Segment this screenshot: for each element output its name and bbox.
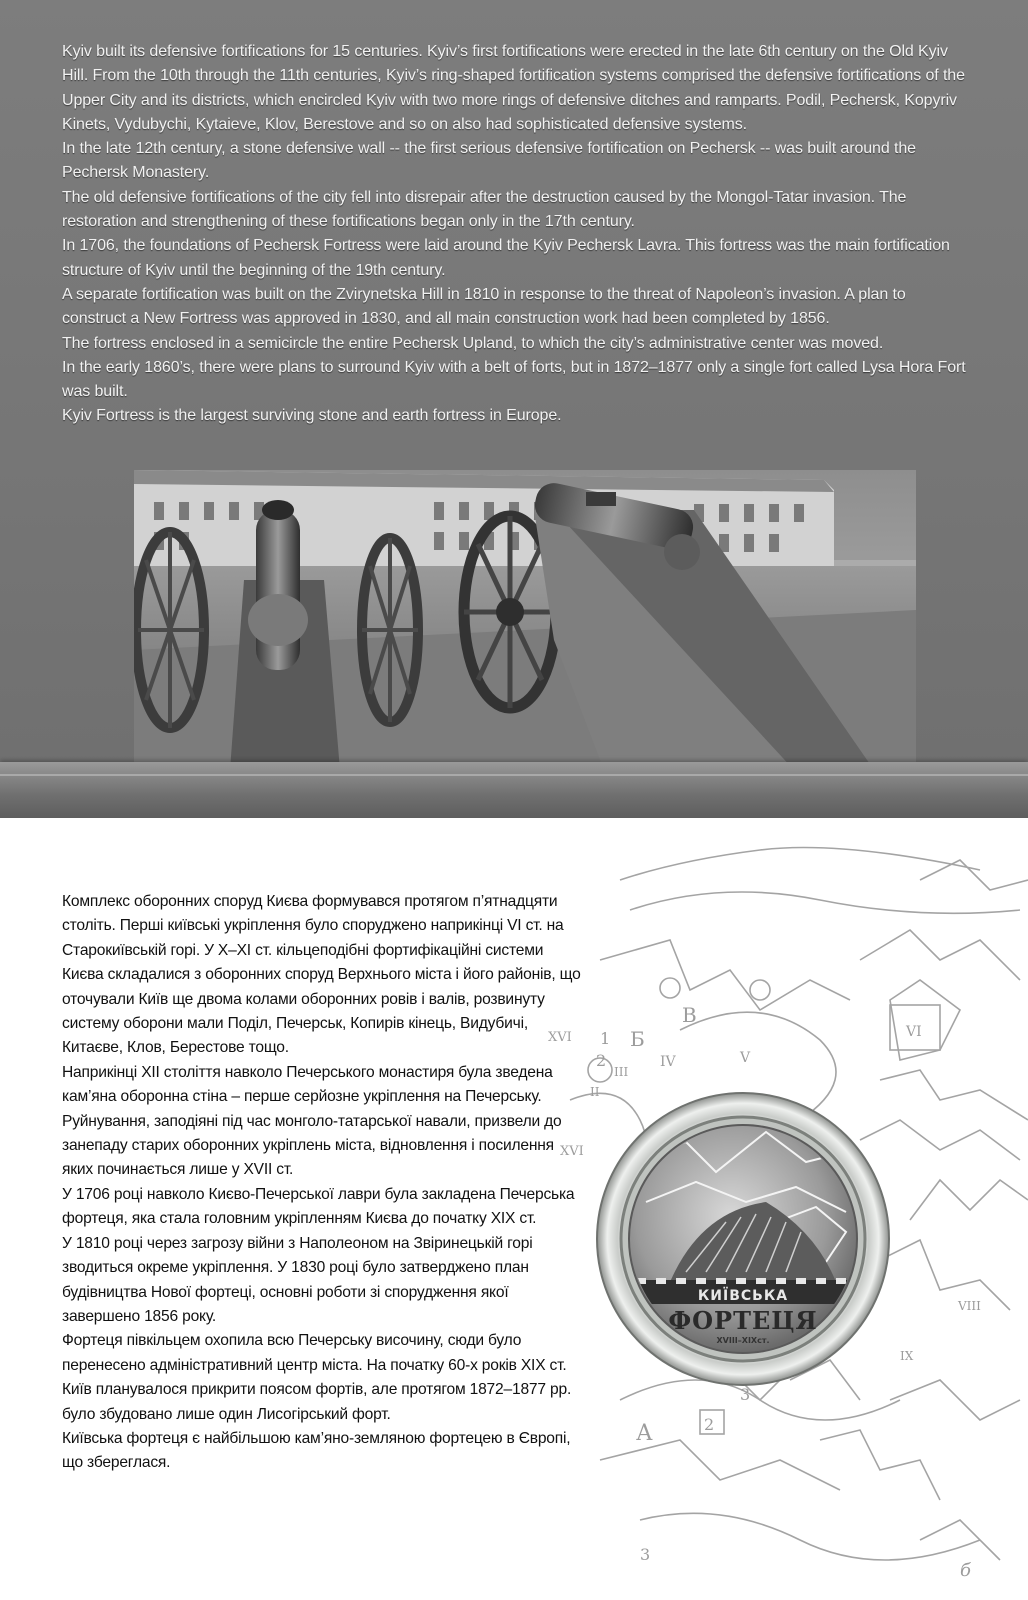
map-label: V — [740, 1050, 751, 1066]
ukrainian-paragraph: Фортеця півкільцем охопила всю Печерську височину, сюди було перенесено адміністративний центр міста. На початку 60-х років XIX ст. Київ планувалося прикрити поясом фортів, але протягом 1872–1877 рр. було збудовано лише один Лисогірський форт. — [62, 1332, 572, 1423]
english-paragraph: Kyiv Fortress is the largest surviving stone and earth fortress in Europe. — [62, 407, 562, 425]
map-label: IV — [660, 1054, 676, 1070]
divider-line — [0, 774, 1028, 776]
map-label: 2 — [704, 1415, 715, 1434]
english-text-block — [62, 40, 967, 429]
map-label: 3 — [740, 1385, 751, 1404]
map-label: XVI — [560, 1144, 584, 1159]
ukrainian-paragraph: Руйнування, заподіяні під час монголо-татарської навали, призвели до занепаду старих оборонних укріплень міста, відновлення і посилення яких починається лише у XVII ст. — [62, 1112, 562, 1179]
english-paragraph: In the late 12th century, a stone defensive wall -- the first serious defensive fortification on Pechersk -- was built around the Pechersk Monastery. — [62, 140, 916, 182]
coin-inscription-main: ФОРТЕЦЯ — [668, 1306, 818, 1335]
coin-inscription-top: КИЇВСЬКА — [697, 1288, 789, 1304]
english-paragraph: In 1706, the foundations of Pechersk Fortress were laid around the Kyiv Pechersk Lavra. This fortress was the main fortification structure of Kyiv until the beginning of the 19th century. — [62, 237, 950, 279]
map-label: VI — [906, 1024, 922, 1040]
commemorative-coin — [596, 1092, 890, 1386]
ukrainian-text-block — [62, 890, 582, 1476]
map-label: В — [682, 1003, 697, 1027]
map-label: 2 — [596, 1051, 607, 1070]
map-label: 3 — [640, 1545, 651, 1564]
ukrainian-paragraph: Київська фортеця є найбільшою кам’яно-земляною фортецею в Європі, що збереглася. — [62, 1429, 571, 1472]
english-paragraph: Kyiv built its defensive fortifications for 15 centuries. Kyiv’s first fortifications were erected in the late 6th century on the Old Kyiv Hill. From the 10th through the 11th centuries, Kyiv’s ring-shaped fortification systems comprised the defensive fortifications of the Upper City and its districts, which encircled Kyiv with two more rings of defensive ditches and ramparts. Podil, Pechersk, Kopyriv Kinets, Vydubychi, Kytaieve, Klov, Berestove and so on also had sophisticated defensive systems. — [62, 43, 965, 133]
ukrainian-paragraph: Комплекс оборонних споруд Києва формувався протягом п’ятнадцяти століть. Перші київські укріплення було споруджено наприкінці VI ст. на Старокиївській горі. У X–XI ст. кільцеподібні фортифікаційні системи Києва складалися з оборонних споруд Верхнього міста і його районів, що оточували Київ ще двома колами оборонних ровів і валів, розвинуту систему оборони мали Поділ, Печерськ, Копирів кінець, Видубичі, Китаєве, Клов, Берестове тощо. — [62, 893, 581, 1057]
english-paragraph: A separate fortification was built on the Zvirynetska Hill in 1810 in response to the threat of Napoleon’s invasion. A plan to construct a New Fortress was approved in 1830, and all main construction work had been completed by 1856. — [62, 285, 906, 328]
ukrainian-paragraph: Наприкінці XII століття навколо Печерського монастиря була зведена кам’яна оборонна стіна – перше серйозне укріплення на Печерську. — [62, 1063, 553, 1106]
english-paragraph: The old defensive fortifications of the city fell into disrepair after the destruction caused by the Mongol-Tatar invasion. The restoration and strengthening of these fortifications began only in the 17th century. — [62, 188, 907, 231]
map-label: б — [960, 1560, 971, 1581]
map-label: III — [614, 1065, 629, 1079]
ukrainian-paragraph: У 1706 році навколо Києво-Печерської лаври була закладена Печерська фортеця, яка стала головним укріпленням Києва до початку XIX ст. — [62, 1185, 575, 1228]
map-label: А — [636, 1421, 653, 1446]
map-label: XVI — [548, 1030, 572, 1045]
map-label: 1 — [600, 1029, 611, 1048]
cannons-photo — [134, 470, 916, 770]
map-label: VIII — [958, 1299, 981, 1313]
english-paragraph: In the early 1860’s, there were plans to surround Kyiv with a belt of forts, but in 1872–1877 only a single fort called Lysa Hora Fort was built. — [62, 358, 966, 401]
english-paragraph: The fortress enclosed in a semicircle the entire Pechersk Upland, to which the city’s administrative center was moved. — [62, 334, 884, 352]
map-label: Б — [630, 1027, 645, 1051]
ukrainian-paragraph: У 1810 році через загрозу війни з Наполеоном на Звіринецькій горі зводиться окреме укріплення. У 1830 році було затверджено план будівництва Нової фортеці, основні роботи зі спорудження якої завершено 1856 року. — [62, 1234, 533, 1325]
map-label: IX — [900, 1349, 914, 1363]
divider-band — [0, 762, 1028, 818]
map-label: II — [590, 1085, 600, 1099]
coin-inscription-dates: XVIII–XIXст. — [716, 1336, 770, 1345]
